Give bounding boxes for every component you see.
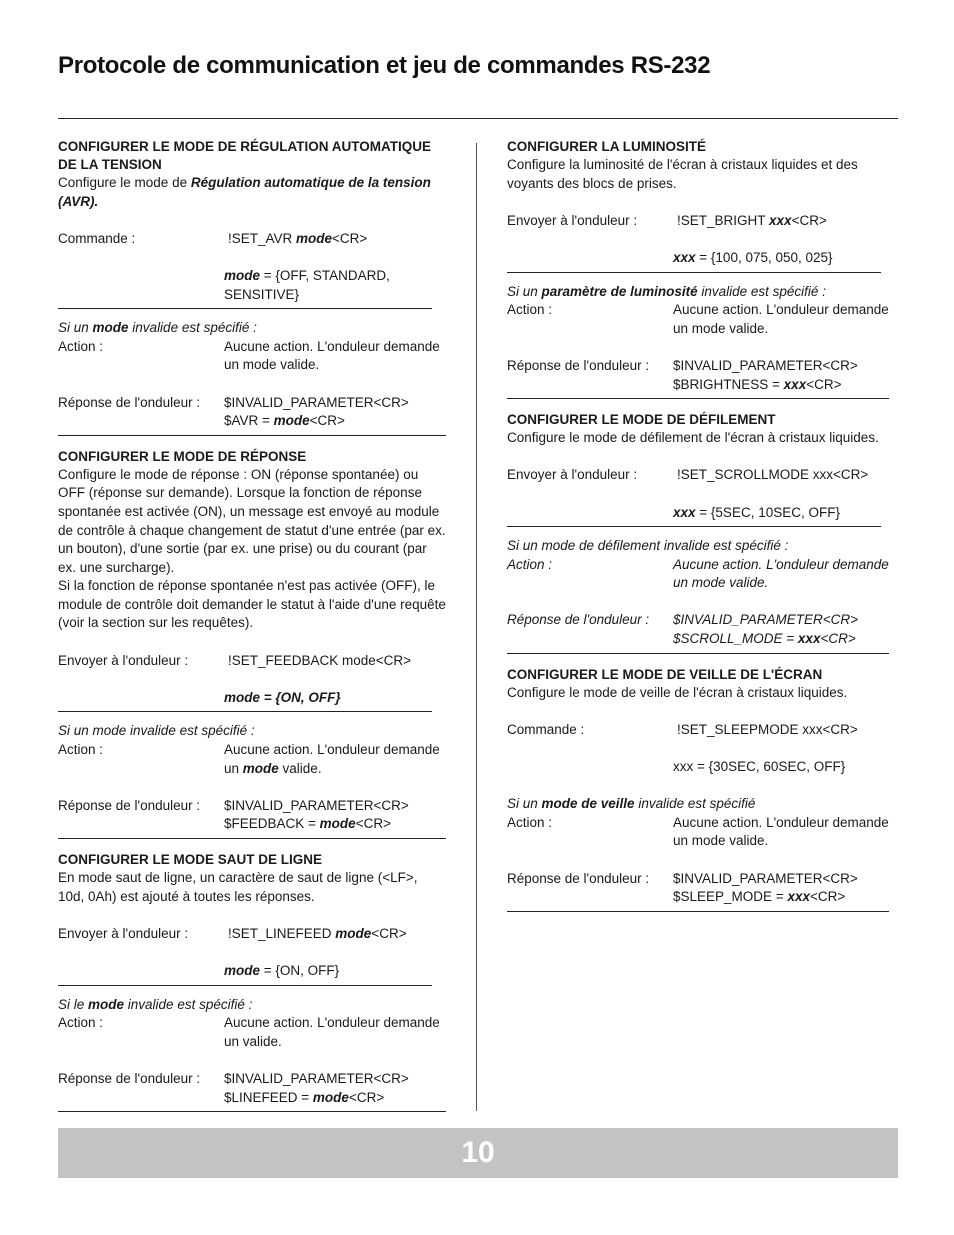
action-row — [58, 1014, 446, 1051]
values-line: xxx = {30SEC, 60SEC, OFF} — [673, 759, 846, 775]
right-column — [507, 138, 889, 912]
invalid-note: Si un mode invalide est spécifié : — [58, 320, 257, 336]
command-value: !SET_BRIGHT xxx<CR> — [677, 212, 827, 228]
action-text: Aucune action. L'onduleur demande un valide. — [224, 1015, 440, 1049]
section-title: CONFIGURER LE MODE SAUT DE LIGNE — [58, 852, 323, 867]
response-value: $INVALID_PARAMETER<CR> $AVR = mode<CR> — [224, 394, 409, 429]
response-row — [507, 870, 889, 907]
response-value: $INVALID_PARAMETER<CR> $SLEEP_MODE = xxx<CR> — [673, 870, 858, 905]
response-row — [58, 394, 446, 431]
response-label: Réponse de l'onduleur : — [507, 870, 650, 886]
section-title: CONFIGURER LA LUMINOSITÉ — [507, 139, 706, 154]
invalid-note: Si un mode de défilement invalide est spécifié : — [507, 538, 789, 554]
action-label: Action : — [507, 814, 553, 830]
command-label: Commande : — [58, 230, 136, 246]
command-value: !SET_SLEEPMODE xxx<CR> — [677, 721, 858, 737]
left-column — [58, 138, 446, 1112]
action-row — [507, 556, 889, 593]
section-linefeed — [58, 851, 446, 1112]
command-row — [507, 212, 889, 231]
section-description: Configure le mode de défilement de l'écran à cristaux liquides. — [507, 430, 879, 446]
command-value: !SET_FEEDBACK mode<CR> — [228, 652, 412, 668]
action-label: Action : — [58, 742, 104, 758]
command-label: Envoyer à l'onduleur : — [58, 652, 189, 668]
values-line: mode = {ON, OFF} — [224, 962, 340, 978]
response-value: $INVALID_PARAMETER<CR> $SCROLL_MODE = xxx<CR> — [673, 612, 859, 647]
command-row — [507, 721, 889, 740]
action-label: Action : — [507, 556, 553, 572]
section-avr — [58, 138, 446, 436]
values-line: mode = {ON, OFF} — [224, 689, 341, 705]
response-row — [507, 357, 889, 394]
command-label: Envoyer à l'onduleur : — [507, 467, 638, 483]
section-description: Configure la luminosité de l'écran à cristaux liquides et des voyants des blocs de prises. — [507, 157, 858, 191]
values-line: mode = {OFF, STANDARD, SENSITIVE} — [224, 267, 390, 302]
section-description: Configure le mode de Régulation automatique de la tension (AVR). — [58, 175, 431, 209]
action-label: Action : — [58, 338, 104, 354]
action-text: Aucune action. L'onduleur demande un mode valide. — [224, 742, 440, 776]
action-row — [507, 301, 889, 338]
response-value: $INVALID_PARAMETER<CR> $FEEDBACK = mode<CR> — [224, 797, 409, 832]
section-brightness — [507, 138, 889, 399]
response-value: $INVALID_PARAMETER<CR> $BRIGHTNESS = xxx<CR> — [673, 357, 858, 392]
invalid-note: Si un mode invalide est spécifié : — [58, 723, 255, 739]
response-label: Réponse de l'onduleur : — [58, 797, 201, 813]
section-sleep — [507, 666, 889, 912]
action-text: Aucune action. L'onduleur demande un mode valide. — [224, 338, 440, 373]
command-value: !SET_SCROLLMODE xxx<CR> — [677, 467, 869, 483]
title-rule — [58, 118, 898, 119]
command-label: Envoyer à l'onduleur : — [507, 212, 638, 228]
section-description: Configure le mode de réponse : ON (réponse spontanée) ou OFF (réponse sur demande). Lorsque la fonction de réponse spontanée est activée (ON), un message est envoyé au module de contrôle à chaque changement de statut d'une entrée (par ex. un bouton), d'une sortie (par ex. une prise) ou du courant (par ex. une surcharge). — [58, 466, 446, 575]
column-divider — [476, 143, 477, 1111]
page-title: Protocole de communication et jeu de commandes RS-232 — [58, 52, 711, 79]
section-title: CONFIGURER LE MODE DE RÉPONSE — [58, 448, 307, 464]
response-label: Réponse de l'onduleur : — [507, 357, 650, 373]
response-label: Réponse de l'onduleur : — [58, 1070, 201, 1086]
response-label: Réponse de l'onduleur : — [58, 394, 201, 410]
page-number: 10 — [461, 1136, 495, 1169]
command-label: Envoyer à l'onduleur : — [58, 925, 189, 941]
response-row — [58, 797, 446, 834]
command-value: !SET_LINEFEED mode<CR> — [228, 925, 407, 941]
action-row — [507, 814, 889, 851]
action-row — [58, 741, 446, 778]
action-row — [58, 338, 446, 375]
command-row — [58, 925, 446, 944]
section-description: En mode saut de ligne, un caractère de saut de ligne (<LF>, 10d, 0Ah) est ajouté à toutes les réponses. — [58, 870, 418, 904]
footer-bar — [58, 1128, 898, 1178]
invalid-note: Si un mode de veille invalide est spécifié — [507, 796, 756, 812]
response-label: Réponse de l'onduleur : — [507, 612, 650, 628]
action-text: Aucune action. L'onduleur demande un mode valide. — [673, 302, 889, 336]
command-row — [58, 652, 446, 671]
values-line: xxx = {5SEC, 10SEC, OFF} — [673, 504, 840, 520]
section-description: Si la fonction de réponse spontanée n'est pas activée (OFF), le module de contrôle doit demander le statut à l'aide d'une requête (voir la section sur les requêtes). — [58, 578, 446, 631]
response-value: $INVALID_PARAMETER<CR> $LINEFEED = mode<CR> — [224, 1070, 409, 1105]
command-row — [58, 230, 446, 249]
action-label: Action : — [507, 302, 553, 318]
values-line: xxx = {100, 075, 050, 025} — [673, 249, 833, 265]
action-label: Action : — [58, 1015, 104, 1031]
section-feedback — [58, 448, 446, 839]
invalid-note: Si le mode invalide est spécifié : — [58, 996, 253, 1012]
command-value: !SET_AVR mode<CR> — [228, 230, 368, 246]
section-title: CONFIGURER LE MODE DE VEILLE DE L'ÉCRAN — [507, 666, 823, 682]
section-title: CONFIGURER LE MODE DE DÉFILEMENT — [507, 412, 776, 428]
invalid-note: Si un paramètre de luminosité invalide est spécifié : — [507, 283, 826, 299]
response-row — [58, 1070, 446, 1107]
command-row — [507, 466, 889, 485]
response-row — [507, 611, 889, 648]
section-description: Configure le mode de veille de l'écran à cristaux liquides. — [507, 684, 848, 700]
section-scroll — [507, 411, 889, 654]
action-text: Aucune action. L'onduleur demande un mode valide. — [673, 814, 889, 849]
section-title: CONFIGURER LE MODE DE RÉGULATION AUTOMATIQUE DE LA TENSION — [58, 139, 431, 172]
action-text: Aucune action. L'onduleur demande un mode valide. — [673, 556, 889, 591]
command-label: Commande : — [507, 721, 585, 737]
